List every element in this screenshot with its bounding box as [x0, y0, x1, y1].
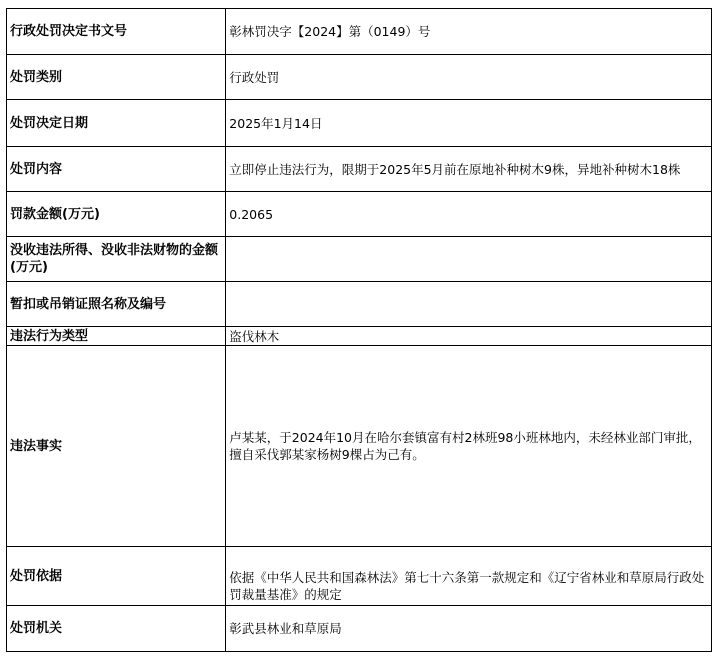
table-row: [7, 346, 712, 547]
row-value: [226, 282, 712, 327]
row-label: 处罚机关: [7, 606, 226, 652]
table-row: [7, 606, 712, 652]
row-value: 卢某某，于2024年10月在哈尔套镇富有村2林班98小班林地内，未经林业部门审批，擅自采伐郭某家杨树9棵占为己有。: [226, 346, 712, 547]
table-row: [7, 282, 712, 327]
row-label: 处罚类别: [7, 55, 226, 100]
row-label: 处罚决定日期: [7, 100, 226, 147]
row-value: [226, 237, 712, 282]
table-row: [7, 192, 712, 237]
table-row: [7, 100, 712, 147]
table-row: [7, 327, 712, 346]
row-label: 处罚内容: [7, 147, 226, 192]
row-label: 罚款金额(万元): [7, 192, 226, 237]
row-value: 2025年1月14日: [226, 100, 712, 147]
row-value: 立即停止违法行为，限期于2025年5月前在原地补种树木9株，异地补种树木18株: [226, 147, 712, 192]
row-label: 违法事实: [7, 346, 226, 547]
table-row: [7, 237, 712, 282]
row-value: 依据《中华人民共和国森林法》第七十六条第一款规定和《辽宁省林业和草原局行政处罚裁量基准》的规定: [226, 547, 712, 606]
row-value: 彰林罚决字【2024】第（0149）号: [226, 9, 712, 55]
row-value: 盗伐林木: [226, 327, 712, 346]
row-label: 违法行为类型: [7, 327, 226, 346]
table-row: [7, 9, 712, 55]
penalty-info-table: [6, 8, 712, 652]
table-row: [7, 547, 712, 606]
row-value: 行政处罚: [226, 55, 712, 100]
row-label: 行政处罚决定书文号: [7, 9, 226, 55]
row-label: 处罚依据: [7, 547, 226, 606]
row-label: 没收违法所得、没收非法财物的金额(万元): [7, 237, 226, 282]
row-value: 彰武县林业和草原局: [226, 606, 712, 652]
row-value: 0.2065: [226, 192, 712, 237]
table-row: [7, 147, 712, 192]
row-label: 暂扣或吊销证照名称及编号: [7, 282, 226, 327]
table-row: [7, 55, 712, 100]
